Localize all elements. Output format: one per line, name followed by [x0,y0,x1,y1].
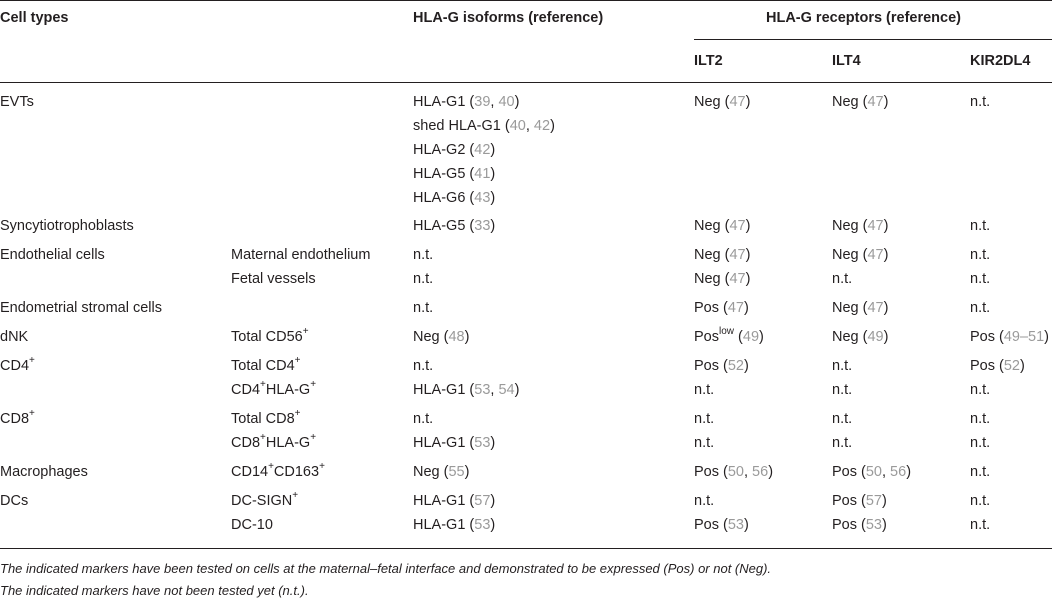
cell-isoform: shed HLA-G1 (40, 42) [413,118,555,134]
cell-isoform: HLA-G1 (57) [413,493,496,509]
cell-type: DCs [0,493,29,509]
cell-kir2dl4: n.t. [970,94,991,110]
cell-isoform: n.t. [413,358,434,374]
cell-kir2dl4: n.t. [970,382,991,398]
cell-isoform: Neg (48) [413,329,470,345]
cell-ilt4: n.t. [832,411,853,427]
cell-kir2dl4: n.t. [970,435,991,451]
cell-kir2dl4: n.t. [970,300,991,316]
cell-isoform: n.t. [413,300,434,316]
cell-subtype: DC-SIGN+ [231,490,299,509]
cell-ilt2: Neg (47) [694,247,751,263]
cell-kir2dl4: n.t. [970,271,991,287]
cell-isoform: HLA-G1 (39, 40) [413,94,520,110]
receptors-underline [694,39,1052,40]
cell-ilt4: Neg (49) [832,329,889,345]
cell-ilt2: Pos (53) [694,517,749,533]
cell-isoform: HLA-G5 (41) [413,166,496,182]
header-ilt2: ILT2 [694,53,723,69]
cell-subtype: Fetal vessels [231,271,316,287]
cell-ilt4: Pos (53) [832,517,887,533]
cell-kir2dl4: n.t. [970,411,991,427]
cell-ilt2: n.t. [694,382,715,398]
cell-ilt4: Neg (47) [832,218,889,234]
cell-isoform: Neg (55) [413,464,470,480]
cell-isoform: HLA-G6 (43) [413,190,496,206]
cell-kir2dl4: Pos (49–51) [970,329,1050,345]
header-rule [0,82,1052,83]
header-receptors: HLA-G receptors (reference) [766,10,961,26]
cell-ilt4: Pos (50, 56) [832,464,912,480]
cell-ilt2: Neg (47) [694,271,751,287]
cell-type: Endometrial stromal cells [0,300,162,316]
cell-ilt2: n.t. [694,435,715,451]
cell-ilt2: Pos (47) [694,300,749,316]
cell-ilt2: Pos (50, 56) [694,464,774,480]
cell-isoform: HLA-G1 (53, 54) [413,382,520,398]
cell-subtype: Total CD8+ [231,408,301,427]
cell-subtype: Maternal endothelium [231,247,371,263]
cell-type: Syncytiotrophoblasts [0,218,134,234]
cell-ilt4: Neg (47) [832,94,889,110]
cell-ilt2: Pos (52) [694,358,749,374]
cell-kir2dl4: n.t. [970,493,991,509]
header-kir2dl4: KIR2DL4 [970,53,1031,69]
footnote-not-tested: The indicated markers have not been tested yet (n.t.). [0,583,309,598]
cell-type: CD4+ [0,355,35,374]
cell-subtype: Total CD4+ [231,355,301,374]
header-cell-types: Cell types [0,10,69,26]
cell-ilt4: n.t. [832,271,853,287]
cell-subtype: DC-10 [231,517,273,533]
cell-isoform: n.t. [413,411,434,427]
cell-ilt2: Neg (47) [694,94,751,110]
cell-isoform: HLA-G1 (53) [413,517,496,533]
cell-ilt2: Pos$^{low}$ (49) [694,326,764,345]
cell-kir2dl4: n.t. [970,517,991,533]
cell-type: EVTs [0,94,34,110]
cell-kir2dl4: n.t. [970,247,991,263]
cell-type: Macrophages [0,464,88,480]
cell-ilt4: n.t. [832,358,853,374]
cell-type: Endothelial cells [0,247,105,263]
top-rule [0,0,1052,1]
header-ilt4: ILT4 [832,53,861,69]
cell-ilt4: n.t. [832,435,853,451]
footnote-tested: The indicated markers have been tested on cells at the maternal–fetal interface and demonstrated to be expressed (Pos) or not (Neg). [0,561,772,576]
cell-subtype: CD8+HLA-G+ [231,432,317,451]
cell-ilt4: Neg (47) [832,247,889,263]
header-isoforms: HLA-G isoforms (reference) [413,10,604,26]
cell-ilt2: Neg (47) [694,218,751,234]
cell-isoform: HLA-G5 (33) [413,218,496,234]
cell-type: CD8+ [0,408,35,427]
cell-isoform: n.t. [413,247,434,263]
cell-ilt2: n.t. [694,411,715,427]
cell-type: dNK [0,329,29,345]
cell-kir2dl4: n.t. [970,218,991,234]
cell-ilt2: n.t. [694,493,715,509]
cell-subtype: CD14+CD163+ [231,461,325,480]
cell-isoform: HLA-G2 (42) [413,142,496,158]
cell-ilt4: Pos (57) [832,493,887,509]
cell-subtype: CD4+HLA-G+ [231,379,317,398]
cell-subtype: Total CD56+ [231,326,309,345]
cell-isoform: n.t. [413,271,434,287]
cell-ilt4: Neg (47) [832,300,889,316]
cell-ilt4: n.t. [832,382,853,398]
cell-kir2dl4: Pos (52) [970,358,1025,374]
bottom-rule [0,548,1052,549]
cell-isoform: HLA-G1 (53) [413,435,496,451]
cell-kir2dl4: n.t. [970,464,991,480]
